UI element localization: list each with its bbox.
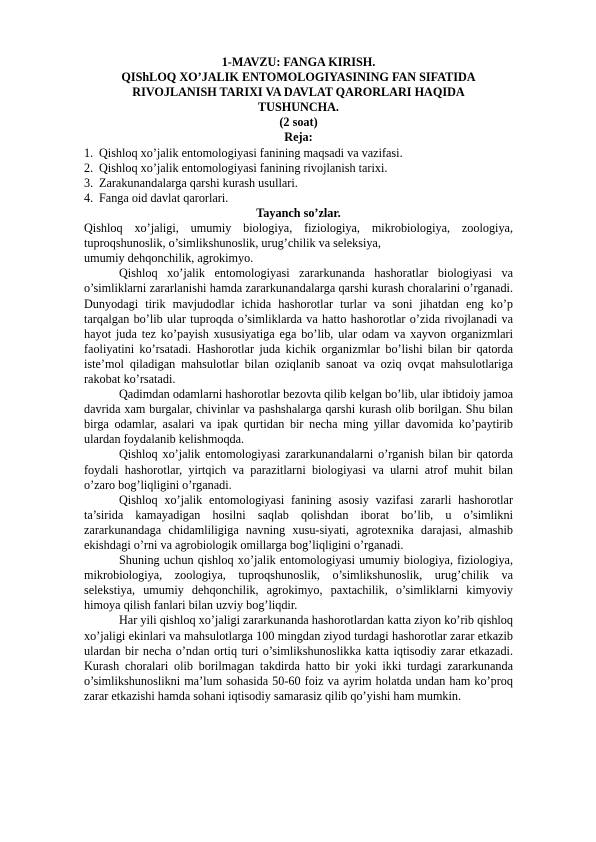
plan-number: 1. (84, 145, 94, 160)
topic-heading: 1-MAVZU: FANGA KIRISH. (221, 55, 376, 69)
plan-text: Zarakunandalarga qarshi kurash usullari. (99, 175, 298, 190)
plan-item (84, 161, 513, 176)
body-paragraph: Shuning uchun qishloq xo’jalik entomologiyasi umumiy biologiya, fiziologiya, mikrobiologiya, zoologiya, tuproqshunoslik, o’simlikshunoslik, urug’chilik va selekstiya, umumiy dehqonchilik, agrokimyo, paxtachilik, o’simliklarni kimyoviy himoya qilish fanlari bilan uzviy bog’liqdir. (84, 553, 513, 613)
hours-label: (2 soat) (279, 115, 318, 130)
plan-item (84, 191, 513, 206)
plan-list (84, 146, 513, 206)
plan-item (84, 146, 513, 161)
body-paragraph: Qadimdan odamlarni hashorotlar bezovta qilib kelgan bo’lib, ular ibtidoiy jamoa davrida xam burgalar, chivinlar va pashshalarga qarshi kurash olib borilgan. Shu bilan birga odamlar, asalari va ipak qurtidan bir necha ming yillar davomida ko’paytirib ulardan foydalanib kelishmoqda. (84, 387, 513, 447)
body-paragraph: Qishloq xo’jalik entomologiyasi zararkunanda hashoratlar biologiyasi va o’simliklarni zararlanishi hamda zararkunandalarga qarshi kurash choralarini o’rganadi. Dunyodagi tirik mavjudodlar ichida hashorotlar turlar va soni jihatdan eng ko’p tarqalgan bo’lib ular tuproqda o’simliklarda va hatto hashorotlar o’zida rivojlanadi va hayot juda tez ko’payish xususiyatiga ega bo’lib, ular odam va xayvon organizmlari faoliyatini ko’rsatadi. Hashorotlar juda kichik organizmlar bo’lishi bilan bir qatorda iste’mol qiladigan mahsulotlar bilan oziqlanib sanoat va oziq ovqat mahsulotlariga rakobat ko’rsatadi. (84, 266, 513, 386)
keywords-text: Qishloq xo’jaligi, umumiy biologiya, fiziologiya, mikrobiologiya, zoologiya, tuproqshunoslik, o’simlikshunoslik, urug’chilik va seleksiya, (84, 221, 513, 251)
title-line-3: TUSHUNCHA. (258, 100, 339, 115)
keywords-label: Tayanch so’zlar. (256, 205, 341, 220)
plan-text: Fanga oid davlat qarorlari. (99, 190, 229, 205)
plan-item (84, 176, 513, 191)
plan-number: 4. (84, 190, 94, 205)
document-page (84, 55, 513, 704)
body-paragraph: Qishloq xo’jalik entomologiyasi fanining asosiy vazifasi zararli hashorotlar ta’sirida kamayadigan hosilni saqlab qolishdan iborat bo’lib, u o’simlikni zararkunandaga chidamliligiga navning xusu-siyati, agrotexnika darajasi, almashib ekishdagi o’rni va agrobiologik omillarga bog’liqligini o’rganadi. (84, 492, 513, 552)
plan-number: 3. (84, 175, 94, 190)
keywords-text-continued: umumiy dehqonchilik, agrokimyo. (84, 251, 254, 266)
body-paragraph: Har yili qishloq xo’jaligi zararkunanda hashorotlardan katta ziyon ko’rib qishloq xo’jaligi ekinlari va mahsulotlarga 100 mingdan ziyod turdagi hashorotlar zarar etkazib ulardan bir necha o’ndan ortiq turi o’simlikshunoslikka katta iqtisodiy zarar etkazadi. Kurash choralari olib borilmagan takdirda hatto bir yoki ikki turdagi zararkunanda o’simlikshunoslikni ma’lum sohasida 50-60 foiz va ayrim holatda undan ham ko’proq zarar etkazishi hamda sohani iqtisodiy samarasiz qilib qo’yishi ham mumkin. (84, 613, 513, 703)
plan-text: Qishloq xo’jalik entomologiyasi fanining maqsadi va vazifasi. (99, 145, 403, 160)
plan-label: Reja: (284, 130, 313, 145)
title-line-2: RIVOJLANISH TARIXI VA DAVLAT QARORLARI HAQIDA (132, 85, 465, 100)
plan-number: 2. (84, 160, 94, 175)
plan-text: Qishloq xo’jalik entomologiyasi fanining rivojlanish tarixi. (99, 160, 388, 175)
body-paragraph: Qishloq xo’jalik entomologiyasi zararkunandalarni o’rganish bilan bir qatorda foydali hashorotlar, yirtqich va parazitlarni biologiyasi va ularni atrof muhit bilan o’zaro bog’liqligini o’rganadi. (84, 447, 513, 492)
title-line-1: QIShLOQ XO’JALIK ENTOMOLOGIYASINING FAN SIFATIDA (121, 70, 476, 85)
